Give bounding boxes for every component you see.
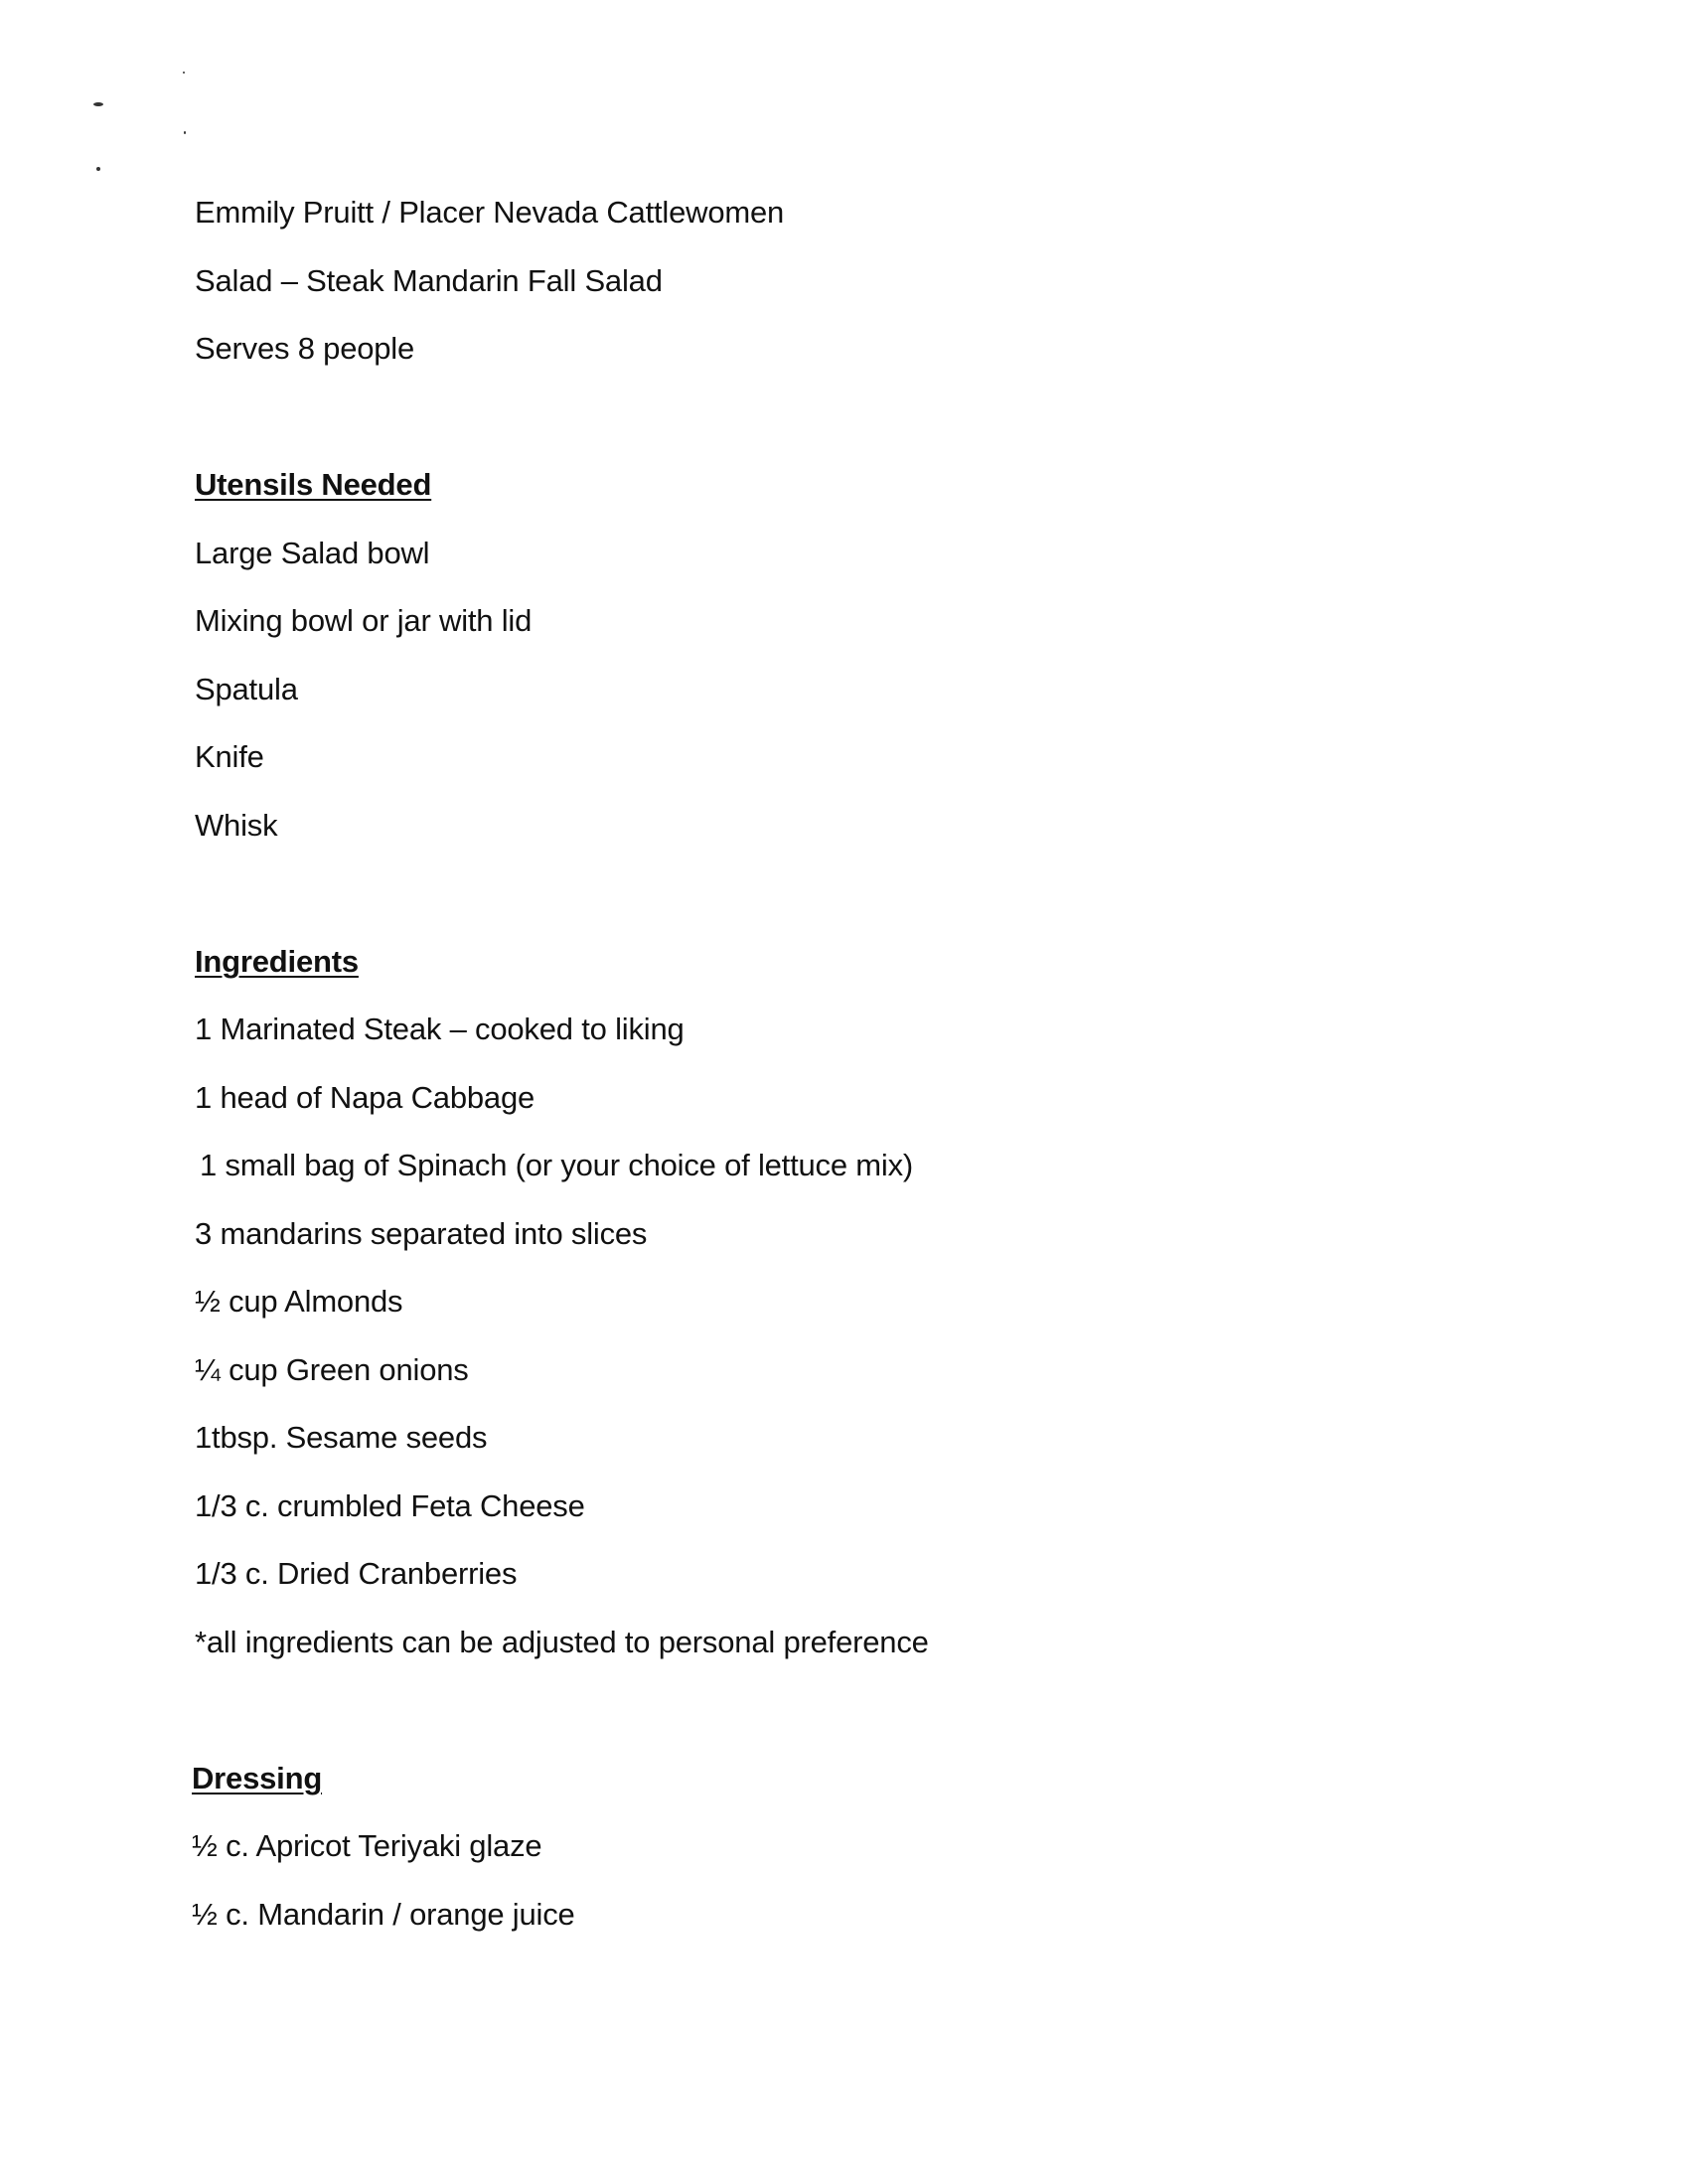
ingredient-item: 1tbsp. Sesame seeds xyxy=(195,1420,488,1455)
recipe-title: Salad – Steak Mandarin Fall Salad xyxy=(195,262,663,298)
ingredient-item: ¼ cup Green onions xyxy=(195,1351,469,1387)
utensil-item: Large Salad bowl xyxy=(195,535,430,570)
author-line: Emmily Pruitt / Placer Nevada Cattlewomen xyxy=(195,195,785,230)
ingredient-item: 1 head of Napa Cabbage xyxy=(195,1079,535,1115)
dressing-item: ½ c. Apricot Teriyaki glaze xyxy=(192,1828,542,1863)
ingredient-item: 1 small bag of Spinach (or your choice of lettuce mix) xyxy=(200,1148,914,1182)
ingredients-note: *all ingredients can be adjusted to personal preference xyxy=(195,1624,929,1659)
dressing-item: ½ c. Mandarin / orange juice xyxy=(192,1896,575,1932)
ingredient-item: 1/3 c. Dried Cranberries xyxy=(195,1556,518,1591)
serves-line: Serves 8 people xyxy=(195,331,415,366)
scan-speck xyxy=(183,72,185,74)
scan-speck xyxy=(184,131,186,134)
dressing-heading: Dressing xyxy=(192,1760,323,1795)
utensil-item: Knife xyxy=(195,739,264,774)
scan-speck xyxy=(93,102,103,106)
ingredient-item: ½ cup Almonds xyxy=(195,1284,403,1319)
utensil-item: Mixing bowl or jar with lid xyxy=(195,603,533,638)
recipe-content xyxy=(192,193,1486,1962)
ingredient-item: 1/3 c. crumbled Feta Cheese xyxy=(195,1487,585,1523)
ingredients-heading: Ingredients xyxy=(195,943,359,979)
ingredient-item: 1 Marinated Steak – cooked to liking xyxy=(195,1012,685,1046)
utensil-item: Spatula xyxy=(195,671,298,706)
utensils-heading: Utensils Needed xyxy=(195,467,432,502)
utensil-item: Whisk xyxy=(195,807,278,843)
scan-speck xyxy=(96,167,100,171)
ingredient-item: 3 mandarins separated into slices xyxy=(195,1215,648,1251)
